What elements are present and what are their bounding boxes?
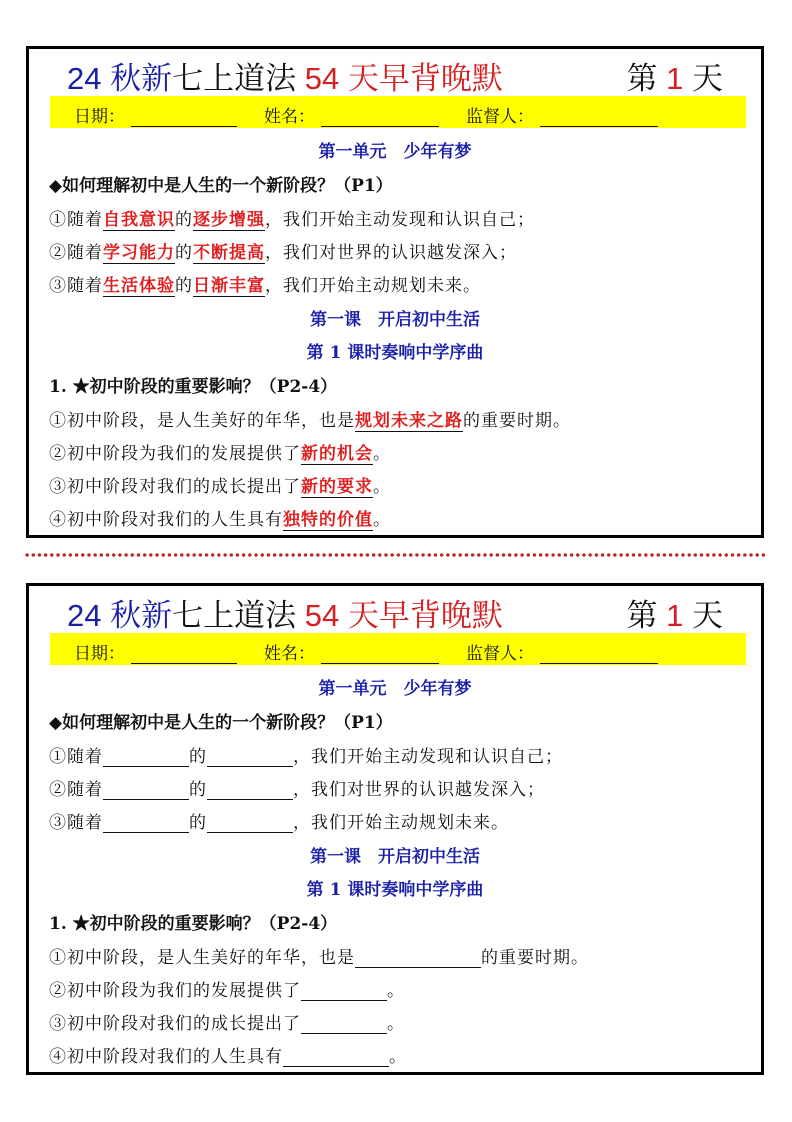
answer-text: 自我意识 <box>103 210 175 230</box>
unit-heading: 第一单元 少年有梦 <box>318 142 472 162</box>
q2-item: ③初中阶段对我们的成长提出了新的要求。 <box>49 477 391 497</box>
day-number: 1 <box>666 598 684 633</box>
title-text <box>67 53 503 98</box>
day-prefix: 第 <box>626 598 667 633</box>
supervisor-label: 监督人： <box>466 644 534 663</box>
day-counter <box>627 53 724 98</box>
title-blue-part: 24 秋新 <box>67 598 173 633</box>
q2-item: ①初中阶段，是人生美好的年华，也是 的重要时期。 <box>49 948 589 968</box>
fill-blank[interactable] <box>103 750 189 767</box>
info-bar <box>50 96 746 128</box>
answer-text: 规划未来之路 <box>355 411 463 431</box>
card-title <box>29 51 761 97</box>
day-suffix: 天 <box>683 598 723 633</box>
q1-item: ①随着自我意识的逐步增强，我们开始主动发现和认识自己； <box>49 210 535 230</box>
q2-item: ④初中阶段对我们的人生具有独特的价值。 <box>49 510 391 530</box>
day-prefix: 第 <box>626 61 667 96</box>
name-blank[interactable] <box>321 110 439 127</box>
title-blue-part: 24 秋新 <box>67 61 173 96</box>
title-text <box>67 590 503 635</box>
fill-blank[interactable] <box>103 783 189 800</box>
name-field <box>264 639 439 664</box>
answer-text: 逐步增强 <box>193 210 265 230</box>
answer-text: 学习能力 <box>103 243 175 263</box>
lesson-heading: 第一课 开启初中生活 <box>310 310 480 330</box>
q1-item: ③随着生活体验的日渐丰富，我们开始主动规划未来。 <box>49 276 481 296</box>
fill-blank[interactable] <box>207 750 293 767</box>
answer-text: 新的机会 <box>301 444 373 464</box>
fill-blank[interactable] <box>283 1050 389 1067</box>
supervisor-label: 监督人： <box>466 107 534 126</box>
period-heading: 第 1 课时奏响中学序曲 <box>306 880 484 900</box>
fill-blank[interactable] <box>103 816 189 833</box>
day-counter <box>627 590 724 635</box>
supervisor-blank[interactable] <box>540 110 658 127</box>
blank-card <box>26 583 764 1075</box>
q1-item: ①随着 的 ，我们开始主动发现和认识自己； <box>49 747 563 767</box>
fill-blank[interactable] <box>207 816 293 833</box>
fill-blank[interactable] <box>355 951 481 968</box>
date-blank[interactable] <box>131 647 237 664</box>
date-field <box>74 639 237 664</box>
name-label: 姓名： <box>264 644 315 663</box>
q2-item: ①初中阶段，是人生美好的年华，也是规划未来之路的重要时期。 <box>49 411 571 431</box>
date-blank[interactable] <box>131 110 237 127</box>
supervisor-field <box>466 102 658 127</box>
q1-item: ②随着 的 ，我们对世界的认识越发深入； <box>49 780 545 800</box>
question-2: 1. ★初中阶段的重要影响？（P2-4） <box>49 377 338 397</box>
fill-blank[interactable] <box>301 984 387 1001</box>
question-2: 1. ★初中阶段的重要影响？（P2-4） <box>49 914 338 934</box>
answer-text: 新的要求 <box>301 477 373 497</box>
name-field <box>264 102 439 127</box>
question-1: ◆如何理解初中是人生的一个新阶段？（P1） <box>49 176 393 196</box>
date-label: 日期： <box>74 644 125 663</box>
name-blank[interactable] <box>321 647 439 664</box>
date-field <box>74 102 237 127</box>
supervisor-blank[interactable] <box>540 647 658 664</box>
fill-blank[interactable] <box>207 783 293 800</box>
q2-item: ②初中阶段为我们的发展提供了新的机会。 <box>49 444 391 464</box>
q2-item: ③初中阶段对我们的成长提出了 。 <box>49 1014 405 1034</box>
lesson-heading: 第一课 开启初中生活 <box>310 847 480 867</box>
q1-item: ②随着学习能力的不断提高，我们对世界的认识越发深入； <box>49 243 517 263</box>
answer-text: 独特的价值 <box>283 510 373 530</box>
title-black-part: 七上道法 <box>172 598 305 633</box>
period-heading: 第 1 课时奏响中学序曲 <box>306 343 484 363</box>
info-bar <box>50 633 746 665</box>
day-number: 1 <box>666 61 684 96</box>
answer-text: 日渐丰富 <box>193 276 265 296</box>
card-title <box>29 588 761 634</box>
q1-item: ③随着 的 ，我们开始主动规划未来。 <box>49 813 509 833</box>
answer-card <box>26 46 764 538</box>
title-red-part: 54 天早背晚默 <box>304 61 503 96</box>
answer-text: 不断提高 <box>193 243 265 263</box>
day-suffix: 天 <box>683 61 723 96</box>
cut-line-divider <box>24 552 768 558</box>
q2-item: ②初中阶段为我们的发展提供了 。 <box>49 981 405 1001</box>
question-1: ◆如何理解初中是人生的一个新阶段？（P1） <box>49 713 393 733</box>
date-label: 日期： <box>74 107 125 126</box>
title-red-part: 54 天早背晚默 <box>304 598 503 633</box>
name-label: 姓名： <box>264 107 315 126</box>
fill-blank[interactable] <box>301 1017 387 1034</box>
q2-item: ④初中阶段对我们的人生具有 。 <box>49 1047 407 1067</box>
title-black-part: 七上道法 <box>172 61 305 96</box>
unit-heading: 第一单元 少年有梦 <box>318 679 472 699</box>
supervisor-field <box>466 639 658 664</box>
answer-text: 生活体验 <box>103 276 175 296</box>
